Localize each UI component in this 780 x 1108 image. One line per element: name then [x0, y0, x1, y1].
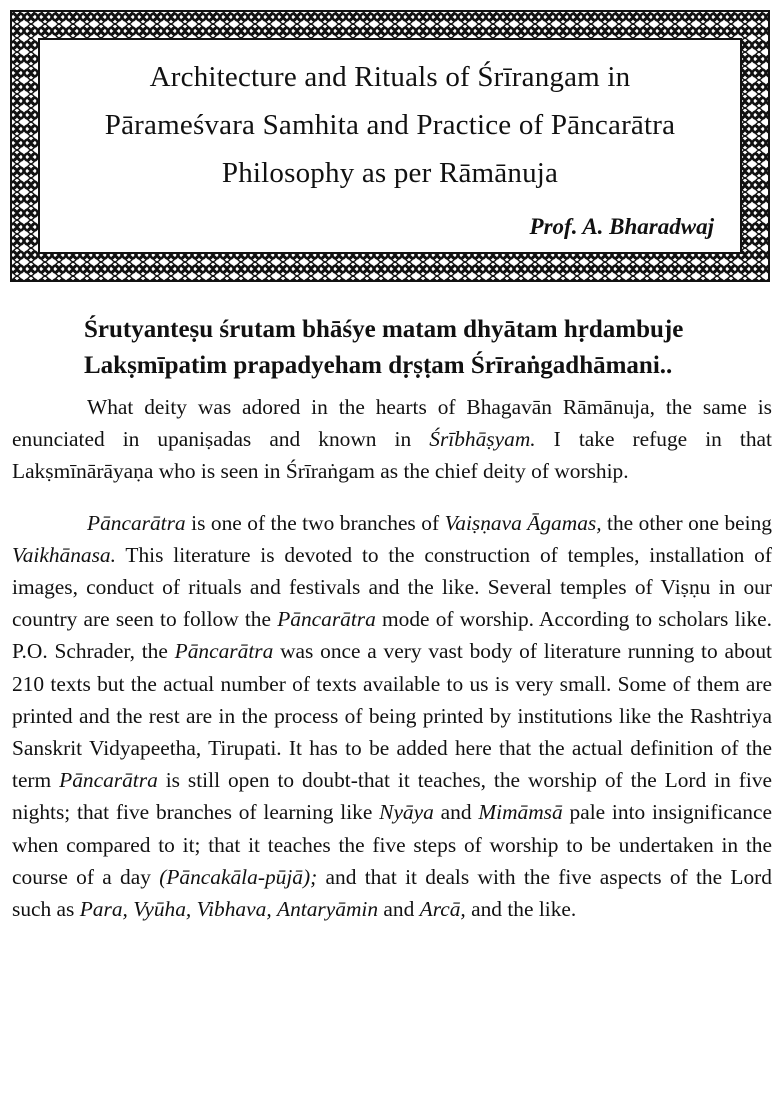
italic-term: Śrībhāṣyam.: [429, 427, 536, 452]
text-run: and: [433, 800, 479, 825]
text-run: is still open to doubt-that it teaches, the worship of the Lord in five nights; that five branches of learning like: [12, 768, 773, 825]
text-run: I take refuge in that Lakṣmīnārāyaṇa who is seen in Śrīraṅgam as the chief deity of worship.: [12, 427, 772, 484]
text-run: and: [378, 897, 420, 922]
italic-term: Pāncarātra: [59, 768, 158, 793]
text-run: and that it deals with the five aspects of the Lord such as: [12, 864, 772, 922]
paragraph-2: [12, 507, 772, 926]
text-run: was once a very vast body of literature running to about 210 texts but the actual number of texts available to us is very small. Some of them are printed and the rest are in the process of being printed by institutions like the Rashtriya Sanskrit Vidyapeetha, Tirupati. It has to be added here that the actual definition of the term: [12, 639, 772, 793]
italic-term: Pāncarātra: [174, 639, 274, 664]
italic-term: (Pāncakāla-pūjā);: [159, 864, 318, 889]
text-run: mode of worship. According to scholars like. P.O. Schrader, the: [12, 607, 772, 664]
text-run: and the like.: [465, 897, 577, 922]
italic-term: Mimāmsā: [478, 800, 563, 825]
verse-line-2: Lakṣmīpatim prapadyeham dṛṣṭam Śrīraṅgadhāmani..: [84, 352, 673, 379]
paragraph-1: [12, 391, 772, 488]
italic-term: Pāncarātra: [87, 510, 186, 535]
verse-line-1: Śrutyanteṣu śrutam bhāśye matam dhyātam hṛdambuje: [84, 316, 684, 343]
title-line-1: Architecture and Rituals of Śrīrangam in: [149, 61, 631, 93]
title-block: [54, 50, 726, 248]
italic-term: Vaikhānasa.: [12, 542, 116, 567]
title-line-3: Philosophy as per Rāmānuja: [221, 157, 559, 189]
author-name: Prof. A. Bharadwaj: [529, 214, 714, 239]
title-frame: [10, 10, 770, 282]
text-run: This literature is devoted to the construction of temples, installation of images, conduct of rituals and festivals and the like. Several temples of Viṣṇu in our country are seen to follow the: [12, 542, 772, 632]
title-line-2: Pārameśvara Samhita and Practice of Pāncarātra: [104, 109, 676, 141]
italic-term: Pāncarātra: [277, 607, 376, 632]
text-run: is one of the two branches of: [185, 510, 445, 535]
italic-term: Nyāya: [379, 800, 434, 825]
text-run: the other one being: [601, 510, 772, 535]
italic-term: Vibhava,: [196, 897, 272, 922]
text-run: What deity was adored in the hearts of Bhagavān Rāmānuja, the same is enunciated in upaniṣadas and known in: [12, 395, 772, 452]
italic-term: Vyūha,: [133, 897, 192, 922]
italic-term: Arcā,: [419, 897, 466, 922]
italic-term: Antaryāmin: [277, 897, 379, 922]
italic-term: Vaiṣṇava Āgamas,: [444, 510, 602, 535]
text-run: pale into insignificance when compared to it; that it teaches the five steps of worship to be undertaken in the course of a day: [12, 800, 772, 889]
article-body: [12, 391, 772, 925]
italic-term: Para,: [79, 897, 128, 922]
